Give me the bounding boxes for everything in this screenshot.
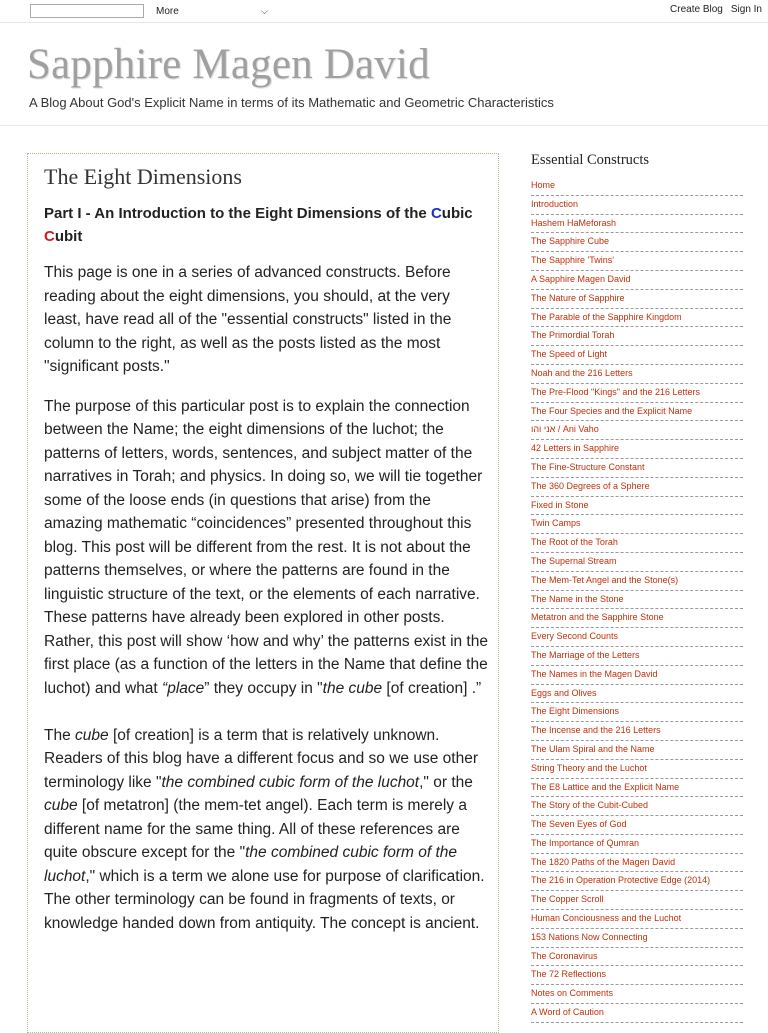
sidebar-link[interactable]: A Sapphire Magen David bbox=[531, 271, 743, 290]
sidebar-link[interactable]: The Story of the Cubit-Cubed bbox=[531, 797, 743, 816]
p2-place: “place bbox=[162, 679, 205, 697]
chevron-down-icon: ⌵ bbox=[261, 5, 268, 16]
sidebar-link[interactable]: The E8 Lattice and the Explicit Name bbox=[531, 779, 743, 798]
create-blog-link[interactable]: Create Blog bbox=[670, 4, 723, 15]
sidebar-link[interactable]: The Nature of Sapphire bbox=[531, 290, 743, 309]
sidebar-link[interactable]: String Theory and the Luchot bbox=[531, 760, 743, 779]
blogger-navbar bbox=[0, 0, 768, 23]
sidebar-link[interactable]: Home bbox=[531, 177, 743, 196]
sidebar-link[interactable]: A Word of Caution bbox=[531, 1004, 743, 1023]
sidebar-link[interactable]: The Speed of Light bbox=[531, 346, 743, 365]
sidebar-link[interactable]: The 72 Reflections bbox=[531, 966, 743, 985]
sidebar-link[interactable]: The 216 in Operation Protective Edge (2014) bbox=[531, 872, 743, 891]
sign-in-link[interactable]: Sign In bbox=[730, 4, 762, 15]
sidebar-link[interactable]: The Importance of Qumran bbox=[531, 835, 743, 854]
sidebar-link[interactable]: The Mem-Tet Angel and the Stone(s) bbox=[531, 572, 743, 591]
p3-combined-2: the combined cubic form of the luchot bbox=[44, 844, 458, 885]
sidebar-link[interactable]: The Fine-Structure Constant bbox=[531, 459, 743, 478]
sidebar-link[interactable]: Eggs and Olives bbox=[531, 685, 743, 704]
sidebar-link[interactable]: The Marriage of the Letters bbox=[531, 647, 743, 666]
sidebar-link[interactable]: Fixed in Stone bbox=[531, 497, 743, 516]
sidebar-link[interactable]: 42 Letters in Sapphire bbox=[531, 440, 743, 459]
subtitle-end: ubit bbox=[54, 228, 83, 245]
sidebar-link[interactable]: Every Second Counts bbox=[531, 628, 743, 647]
p3-text-d: [of metatron] (the mem-tet angel). Each term is merely a different name for the same thing. All of these references are quite obscure except for the " bbox=[44, 797, 467, 861]
sidebar-link[interactable]: אני והו / Ani Vaho bbox=[531, 421, 743, 440]
sidebar-link[interactable]: Human Conciousness and the Luchot bbox=[531, 910, 743, 929]
sidebar-link[interactable]: Twin Camps bbox=[531, 515, 743, 534]
sidebar-link[interactable]: The Copper Scroll bbox=[531, 891, 743, 910]
subtitle-mid: ubic bbox=[441, 205, 473, 222]
sidebar-link[interactable]: The Sapphire 'Twins' bbox=[531, 252, 743, 271]
sidebar bbox=[531, 152, 743, 1023]
p3-text-e: ," which is a term we alone use for purpose of clarification. The other terminology can be found in fragments of texts, or knowledge handed down from antiquity. The concept is ancient. bbox=[44, 867, 485, 932]
p3-text-b: [of creation] is a term that is relatively unknown. Readers of this blog have a different focus and so we use other terminology like " bbox=[44, 726, 478, 791]
sidebar-link[interactable]: The Names in the Magen David bbox=[531, 666, 743, 685]
sidebar-link[interactable]: The Four Species and the Explicit Name bbox=[531, 403, 743, 422]
subtitle-c-blue: C bbox=[430, 205, 442, 222]
sidebar-link[interactable]: The Name in the Stone bbox=[531, 591, 743, 610]
subtitle-c-red: C bbox=[44, 228, 55, 245]
sidebar-link[interactable]: The Supernal Stream bbox=[531, 553, 743, 572]
p3-cube-2: cube bbox=[44, 797, 78, 814]
sidebar-link[interactable]: The Eight Dimensions bbox=[531, 703, 743, 722]
more-dropdown[interactable] bbox=[156, 4, 268, 18]
p2-the-cube: the cube bbox=[322, 679, 383, 697]
paragraph-2 bbox=[44, 395, 489, 701]
blog-title[interactable]: Sapphire Magen David bbox=[27, 41, 430, 88]
p2-text-b: ” they occupy in " bbox=[204, 679, 323, 697]
essential-constructs-list bbox=[531, 177, 743, 1023]
navbar-search-input[interactable] bbox=[30, 4, 144, 18]
sidebar-link[interactable]: Introduction bbox=[531, 196, 743, 215]
p3-cube: cube bbox=[75, 726, 109, 744]
navbar-actions bbox=[670, 4, 762, 15]
post-container bbox=[27, 153, 499, 1033]
post-title: The Eight Dimensions bbox=[44, 164, 242, 189]
sidebar-link[interactable]: The Ulam Spiral and the Name bbox=[531, 741, 743, 760]
sidebar-link[interactable]: The Parable of the Sapphire Kingdom bbox=[531, 309, 743, 328]
sidebar-link[interactable]: The Pre-Flood "Kings" and the 216 Letters bbox=[531, 384, 743, 403]
sidebar-link[interactable]: The Root of the Torah bbox=[531, 534, 743, 553]
sidebar-link[interactable]: 153 Nations Now Connecting bbox=[531, 929, 743, 948]
sidebar-link[interactable]: The 360 Degrees of a Sphere bbox=[531, 478, 743, 497]
sidebar-link[interactable]: Notes on Comments bbox=[531, 985, 743, 1004]
p3-text-a: The bbox=[44, 726, 76, 744]
sidebar-link[interactable]: The 1820 Paths of the Magen David bbox=[531, 854, 743, 873]
sidebar-link[interactable]: The Incense and the 216 Letters bbox=[531, 722, 743, 741]
p2-text-c: [of creation] .” bbox=[382, 679, 482, 697]
sidebar-link[interactable]: Metatron and the Sapphire Stone bbox=[531, 609, 743, 628]
blog-description: A Blog About God's Explicit Name in terms of its Mathematic and Geometric Characteristics bbox=[29, 95, 554, 110]
p2-text-a: The purpose of this particular post is to explain the connection between the Name; the eight dimensions of the luchot; the patterns of letters, words, sentences, and subject matter of the narratives in Torah; and physics. In doing so, we will tie together some of the loose ends (in questions that arise) from the amazing mathematic “coincidences” presented throughout this blog. This post will be different from the rest. It is not about the patterns themselves, or where the patterns are found in the linguistic structure of the text, or the elements of each narrative. These patterns have already been explored in other posts. Rather, this post will show ‘how and why’ the patterns exist in the first place (as a function of the letters in the Name that define the luchot) and what bbox=[44, 397, 488, 697]
sidebar-link[interactable]: Noah and the 216 Letters bbox=[531, 365, 743, 384]
p3-text-c: ," or the bbox=[419, 773, 473, 791]
sidebar-link[interactable]: The Coronavirus bbox=[531, 948, 743, 967]
more-label: More bbox=[156, 5, 179, 17]
post-subtitle bbox=[44, 202, 484, 248]
subtitle-prefix: Part I - An Introduction to the Eight Dimensions of the bbox=[44, 205, 431, 222]
sidebar-link[interactable]: The Primordial Torah bbox=[531, 327, 743, 346]
sidebar-link[interactable]: The Seven Eyes of God bbox=[531, 816, 743, 835]
sidebar-link[interactable]: The Sapphire Cube bbox=[531, 233, 743, 252]
header-divider bbox=[0, 125, 768, 126]
paragraph-3 bbox=[44, 724, 489, 936]
post-body bbox=[44, 261, 489, 935]
sidebar-link[interactable]: Hashem HaMeforash bbox=[531, 215, 743, 234]
p3-combined: the combined cubic form of the luchot bbox=[161, 773, 420, 791]
sidebar-title: Essential Constructs bbox=[531, 152, 650, 168]
paragraph-1: This page is one in a series of advanced constructs. Before reading about the eight dimensions, you should, at the very least, have read all of the "essential constructs" listed in the column to the right, as well as the posts listed as the most "significant posts." bbox=[44, 264, 452, 375]
